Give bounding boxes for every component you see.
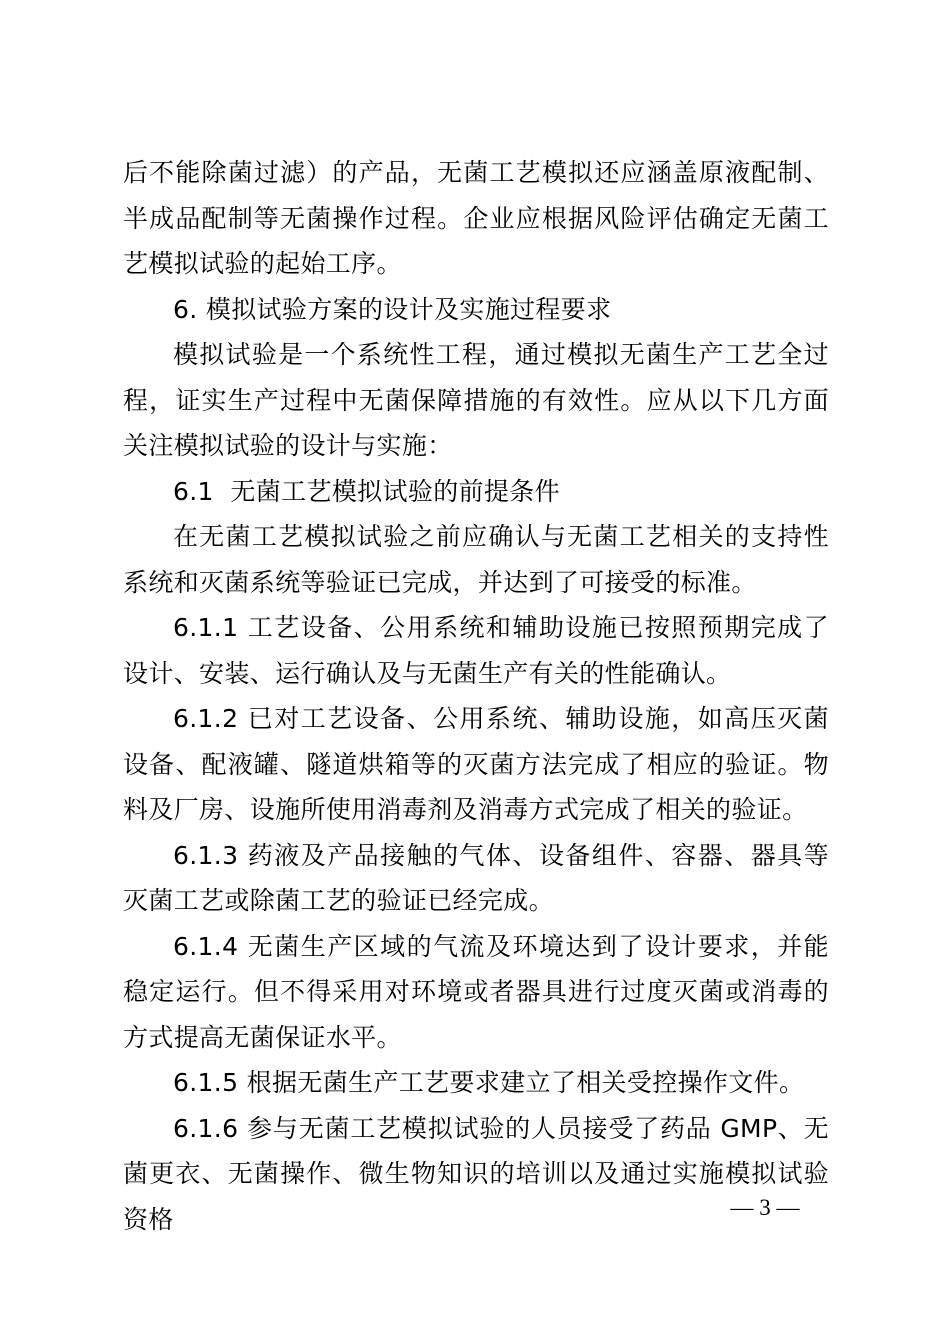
paragraph-6-1-6: 6.1.6 参与无菌工艺模拟试验的人员接受了药品 GMP、无菌更衣、无菌操作、微生物知识的培训以及通过实施模拟试验资格 [123, 1113, 829, 1234]
paragraph-continuation: 后不能除菌过滤）的产品，无菌工艺模拟还应涵盖原液配制、半成品配制等无菌操作过程。企业应根据风险评估确定无菌工艺模拟试验的起始工序。 [123, 158, 829, 278]
section-heading-6: 6. 模拟试验方案的设计及实施过程要求 [173, 294, 612, 324]
paragraph-6-1-2: 6.1.2 已对工艺设备、公用系统、辅助设施，如高压灭菌设备、配液罐、隧道烘箱等的灭菌方法完成了相应的验证。物料及厂房、设施所使用消毒剂及消毒方式完成了相关的验证。 [123, 704, 829, 824]
paragraph-6-1-5: 6.1.5 根据无菌生产工艺要求建立了相关受控操作文件。 [173, 1068, 805, 1097]
paragraph-6-1: 在无菌工艺模拟试验之前应确认与无菌工艺相关的支持性系统和灭菌系统等验证已完成，并达到了可接受的标准。 [123, 522, 829, 597]
page-number: — 3 — [730, 1195, 800, 1220]
paragraph-6-1-4: 6.1.4 无菌生产区域的气流及环境达到了设计要求，并能稳定运行。但不得采用对环境或者器具进行过度灭菌或消毒的方式提高无菌保证水平。 [123, 931, 829, 1052]
section-heading-6-1: 6.1 无菌工艺模拟试验的前提条件 [173, 476, 560, 506]
paragraph-6-1-1: 6.1.1 工艺设备、公用系统和辅助设施已按照预期完成了设计、安装、运行确认及与无菌生产有关的性能确认。 [123, 613, 829, 688]
body-text [123, 150, 829, 1242]
paragraph-6-1-3: 6.1.3 药液及产品接触的气体、设备组件、容器、器具等灭菌工艺或除菌工艺的验证已经完成。 [123, 840, 829, 915]
paragraph-intro: 模拟试验是一个系统性工程，通过模拟无菌生产工艺全过程，证实生产过程中无菌保障措施的有效性。应从以下几方面关注模拟试验的设计与实施： [123, 340, 829, 460]
